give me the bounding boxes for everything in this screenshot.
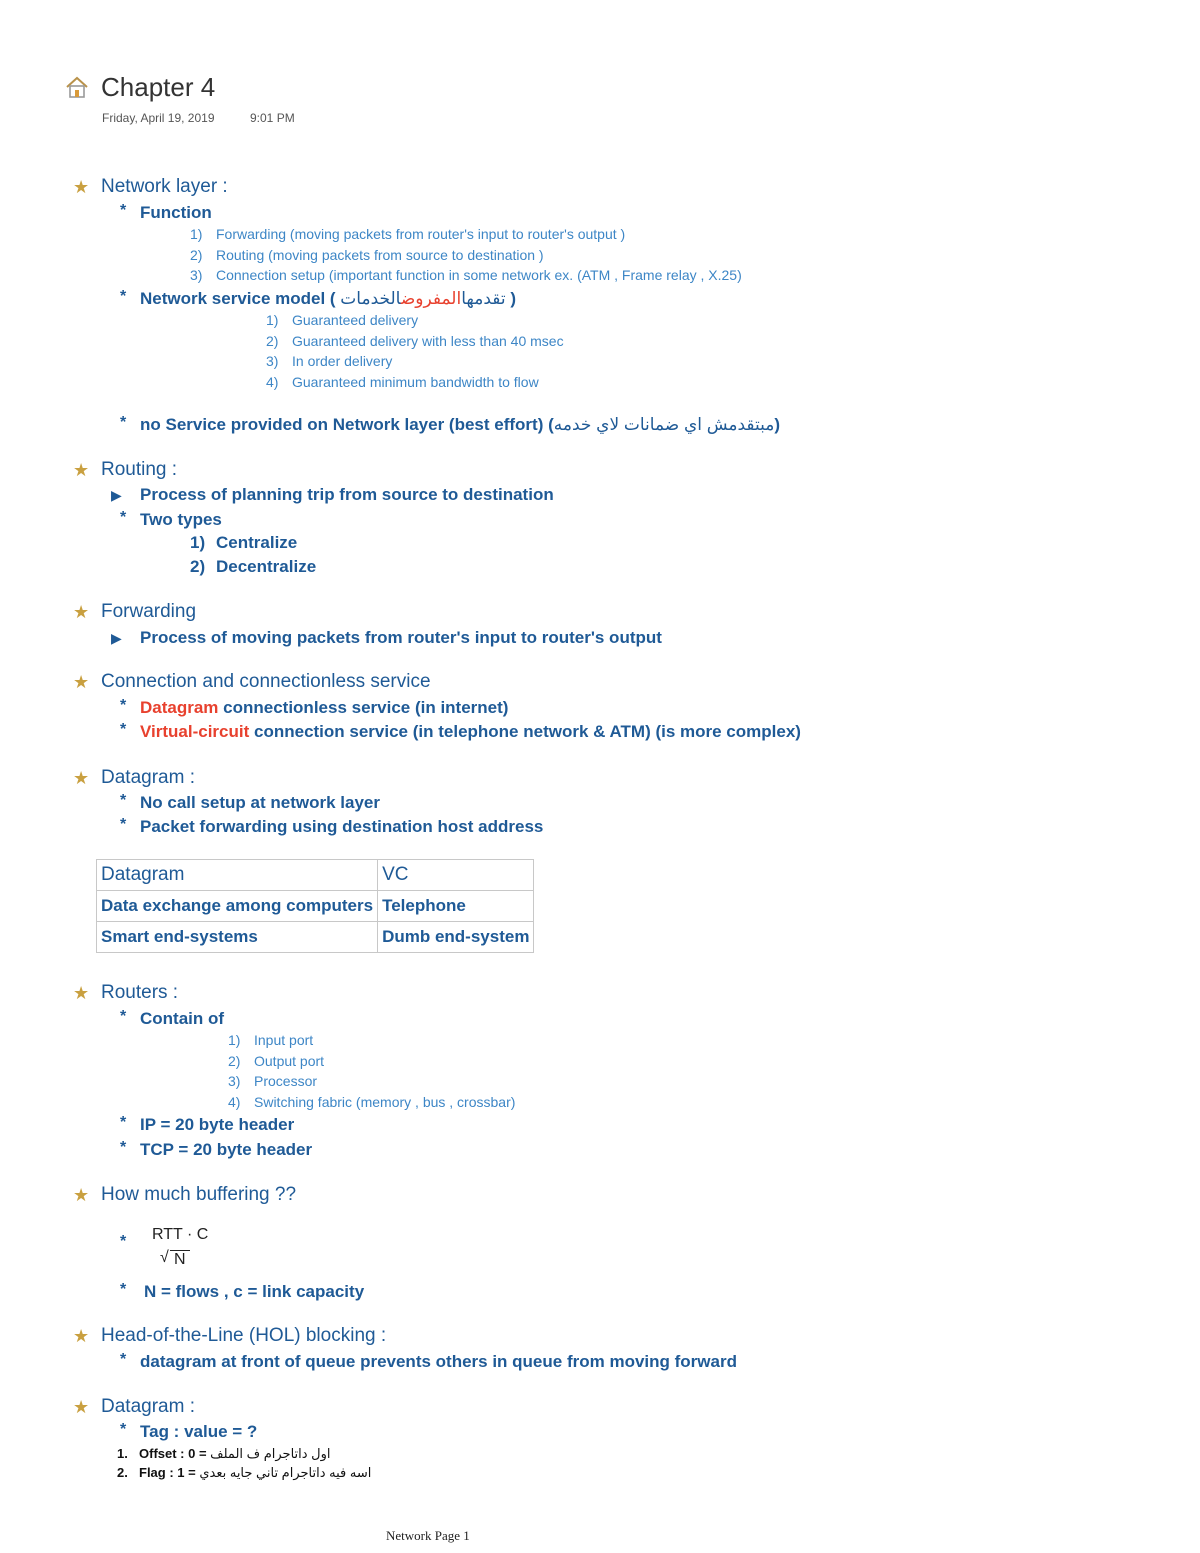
routing-process: Process of planning trip from source to destination — [140, 485, 554, 504]
list-item: 4) Switching fabric (memory , bus , crossbar) — [228, 1094, 516, 1110]
section-heading-buffering: How much buffering ?? — [101, 1184, 297, 1205]
star-icon: ★ — [73, 177, 90, 197]
asterisk-bullet-icon: * — [120, 202, 127, 219]
asterisk-bullet-icon: * — [120, 697, 127, 714]
list-item: 2) Output port — [228, 1053, 325, 1069]
table-cell: Dumb end-system — [378, 922, 534, 953]
asterisk-bullet-icon: * — [120, 288, 127, 305]
star-icon: ★ — [73, 672, 90, 692]
table-header-row — [97, 860, 534, 891]
hol-description: datagram at front of queue prevents others in queue from moving forward — [140, 1352, 737, 1371]
datagram-service: Datagram connectionless service (in internet) — [140, 698, 509, 717]
asterisk-bullet-icon: * — [120, 1114, 127, 1131]
triangle-bullet-icon: ▶ — [111, 630, 122, 646]
ip-header-note: IP = 20 byte header — [140, 1115, 295, 1134]
star-icon: ★ — [73, 1326, 90, 1346]
asterisk-bullet-icon: * — [120, 792, 127, 809]
list-item: 1) Input port — [228, 1032, 314, 1048]
home-icon — [64, 74, 90, 105]
star-icon: ★ — [73, 460, 90, 480]
tcp-header-note: TCP = 20 byte header — [140, 1140, 313, 1159]
service-model-label: Network service model ( تقدمهاالمفروضالخدمات ) — [140, 289, 516, 308]
asterisk-bullet-icon: * — [120, 1139, 127, 1156]
list-item: 4) Guaranteed minimum bandwidth to flow — [266, 374, 539, 390]
routing-types-label: Two types — [140, 510, 222, 529]
section-heading-datagram-2: Datagram : — [101, 1396, 195, 1417]
table-header-cell: Datagram — [97, 860, 378, 891]
table-row — [97, 891, 534, 922]
section-heading-routers: Routers : — [101, 982, 179, 1003]
asterisk-bullet-icon: * — [120, 721, 127, 738]
asterisk-bullet-icon: * — [120, 509, 127, 526]
asterisk-bullet-icon: * — [120, 1351, 127, 1368]
section-heading-hol: Head-of-the-Line (HOL) blocking : — [101, 1325, 387, 1346]
list-item: 2) Routing (moving packets from source to destination ) — [190, 247, 544, 263]
table-cell: Smart end-systems — [97, 922, 378, 953]
list-item: 3) Processor — [228, 1073, 318, 1089]
buffer-formula-note: N = flows , c = link capacity — [144, 1282, 365, 1301]
list-item: 3) Connection setup (important function in some network ex. (ATM , Frame relay , X.25) — [190, 267, 742, 283]
best-effort-note: no Service provided on Network layer (best effort) (مبتقدمش اي ضمانات لاي خدمه) — [140, 415, 781, 434]
tag-value-label: Tag : value = ? — [140, 1422, 258, 1441]
comparison-table — [96, 859, 534, 953]
section-heading-forwarding: Forwarding — [101, 601, 197, 622]
star-icon: ★ — [73, 602, 90, 622]
list-item: 2) Decentralize — [190, 557, 317, 576]
star-icon: ★ — [73, 983, 90, 1003]
table-header-cell: VC — [378, 860, 534, 891]
asterisk-bullet-icon: * — [120, 1281, 127, 1298]
table-cell: Telephone — [378, 891, 534, 922]
function-label: Function — [140, 203, 212, 222]
page-date: Friday, April 19, 2019 — [102, 111, 215, 125]
asterisk-bullet-icon: * — [120, 1233, 127, 1250]
list-item: 2) Guaranteed delivery with less than 40 msec — [266, 333, 564, 349]
star-icon: ★ — [73, 1185, 90, 1205]
asterisk-bullet-icon: * — [120, 816, 127, 833]
list-item: 3) In order delivery — [266, 353, 393, 369]
list-item: 1) Forwarding (moving packets from router's input to router's output ) — [190, 226, 626, 242]
list-item: 1) Guaranteed delivery — [266, 312, 419, 328]
section-heading-connection: Connection and connectionless service — [101, 671, 431, 692]
forwarding-process: Process of moving packets from router's input to router's output — [140, 628, 662, 647]
section-heading-datagram: Datagram : — [101, 767, 195, 788]
buffer-formula-numerator: RTT · C — [152, 1226, 209, 1243]
table-row — [97, 922, 534, 953]
vc-service: Virtual-circuit connection service (in telephone network & ATM) (is more complex) — [140, 722, 801, 741]
list-item: 1) Centralize — [190, 533, 298, 552]
list-item: Packet forwarding using destination host address — [140, 817, 544, 836]
buffer-formula-denominator: N — [170, 1250, 190, 1269]
contain-label: Contain of — [140, 1009, 225, 1028]
star-icon: ★ — [73, 768, 90, 788]
asterisk-bullet-icon: * — [120, 1421, 127, 1438]
asterisk-bullet-icon: * — [120, 414, 127, 431]
section-heading-network-layer: Network layer : — [101, 176, 228, 197]
page-footer: Network Page 1 — [386, 1528, 470, 1543]
table-cell: Data exchange among computers — [97, 891, 378, 922]
star-icon: ★ — [73, 1397, 90, 1417]
page-time: 9:01 PM — [250, 111, 295, 125]
asterisk-bullet-icon: * — [120, 1008, 127, 1025]
list-item: 2. Flag : 1 = اسه فيه داتاجرام تاني جايه بعدي — [117, 1465, 372, 1480]
list-item: No call setup at network layer — [140, 793, 380, 812]
page-title: Chapter 4 — [101, 72, 216, 102]
list-item: 1. Offset : 0 = اول داتاجرام ف الملف — [117, 1446, 331, 1461]
sqrt-icon: √ — [160, 1249, 169, 1266]
triangle-bullet-icon: ▶ — [111, 487, 122, 503]
section-heading-routing: Routing : — [101, 459, 178, 480]
